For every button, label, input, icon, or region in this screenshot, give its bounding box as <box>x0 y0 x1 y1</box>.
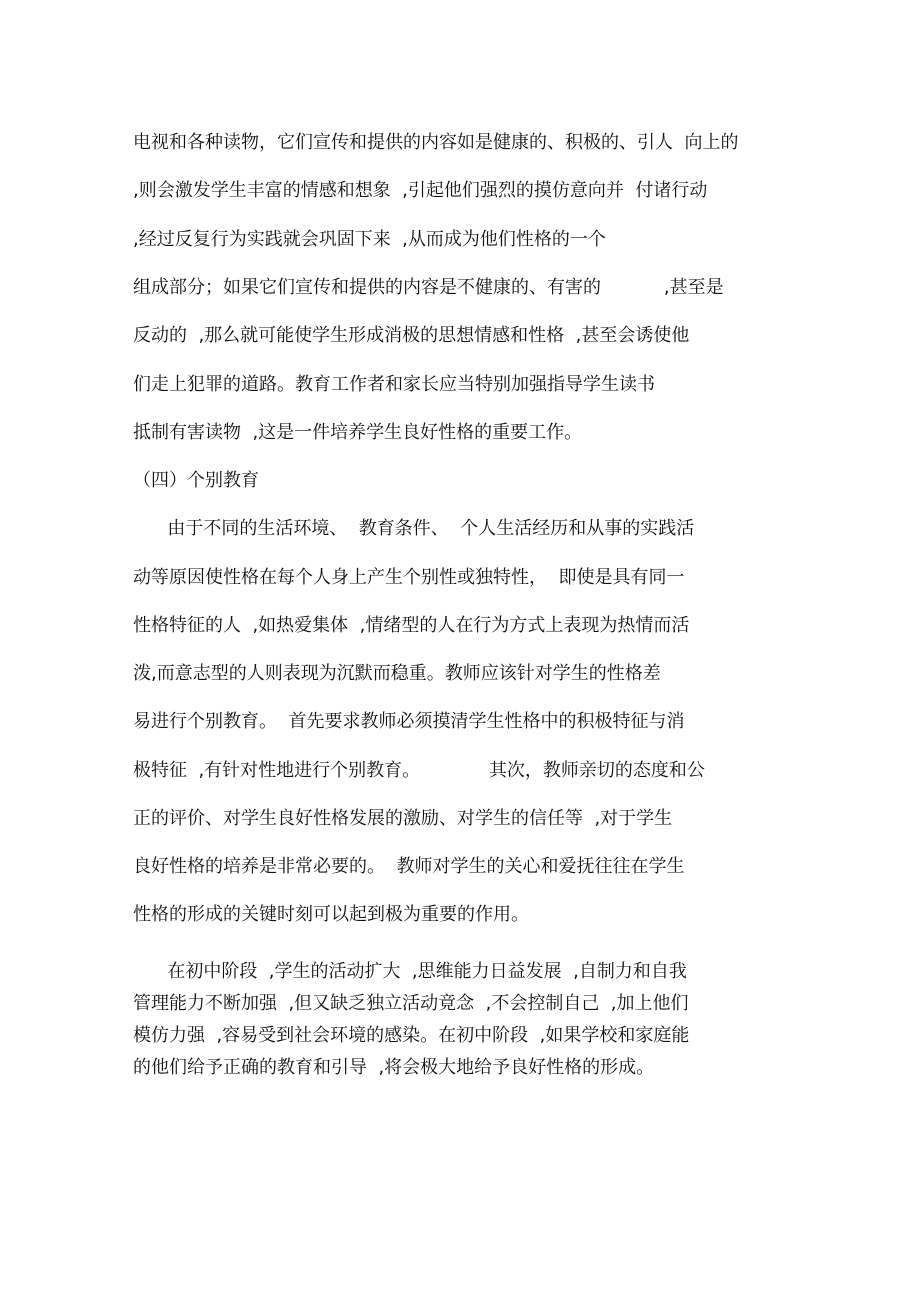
text-line: 性格的形成的关键时刻可以起到极为重要的作用。 <box>133 904 529 925</box>
text-line: 性格特征的人 ,如热爱集体 ,情绪型的人在行为方式上表现为热情而活 <box>133 615 690 636</box>
text-line: 们走上犯罪的道路。教育工作者和家长应当特别加强指导学生读书 <box>133 374 655 395</box>
text-line: 电视和各种读物，它们宣传和提供的内容如是健康的、积极的、引人 向上的 <box>133 132 739 153</box>
text-line: 组成部分；如果它们宣传和提供的内容是不健康的、有害的 ,甚至是 <box>133 277 724 298</box>
text-line: ,经过反复行为实践就会巩固下来 ,从而成为他们性格的一个 <box>133 229 606 250</box>
text-line: 模仿力强 ,容易受到社会环境的感染。在初中阶段 ,如果学校和家庭能 <box>133 1025 690 1046</box>
text-line: 管理能力不断加强 ,但又缺乏独立活动竟念 ,不会控制自己 ,加上他们 <box>133 993 689 1014</box>
text-line: ,则会激发学生丰富的情感和想象 ,引起他们强烈的摸仿意向并 付诸行动 <box>133 180 708 201</box>
text-line: 易进行个别教育。 首先要求教师必须摸清学生性格中的积极特征与消 <box>133 711 685 732</box>
text-line: 正的评价、对学生良好性格发展的激励、对学生的信任等 ,对于学生 <box>133 808 673 829</box>
text-line: 反动的 ,那么就可能使学生形成消极的思想情感和性格 ,甚至会诱使他 <box>133 325 690 346</box>
section-heading: （四）个别教育 <box>133 470 259 491</box>
text-line: 由于不同的生活环境、 教育条件、 个人生活经历和从事的实践活 <box>133 518 695 539</box>
text-line: 泼,而意志型的人则表现为沉默而稳重。教师应该针对学生的性格差 <box>133 663 661 684</box>
text-line: 在初中阶段 ,学生的活动扩大 ,思维能力日益发展 ,自制力和自我 <box>133 961 687 982</box>
text-line: 抵制有害读物 ,这是一件培养学生良好性格的重要工作。 <box>133 422 583 443</box>
text-line: 动等原因使性格在每个人身上产生个别性或独特性， 即使是具有同一 <box>133 567 685 588</box>
text-line: 良好性格的培养是非常必要的。 教师对学生的关心和爱抚往往在学生 <box>133 856 685 877</box>
text-line: 极特征 ,有针对性地进行个别教育。 其次，教师亲切的态度和公 <box>133 760 705 781</box>
text-line: 的他们给予正确的教育和引导 ,将会极大地给予良好性格的形成。 <box>133 1057 655 1078</box>
